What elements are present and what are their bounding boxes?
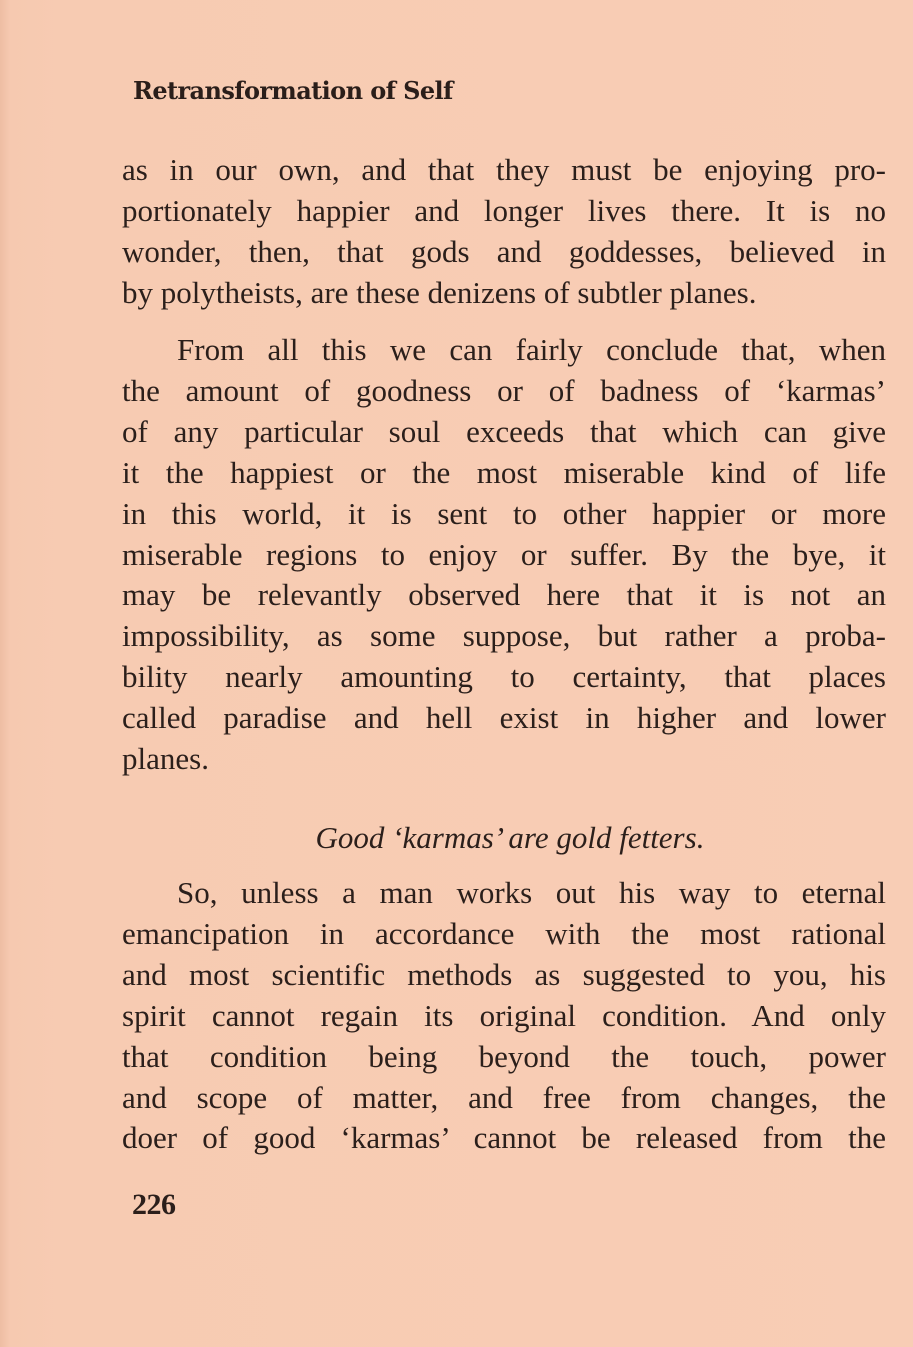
- text-line: impossibility, as some suppose, but rather a proba-: [122, 618, 886, 654]
- text-line: as in our own, and that they must be enjoying pro-: [122, 152, 886, 187]
- paragraph-3: [122, 873, 886, 1159]
- text-line: the amount of goodness or of badness of ‘karmas’: [122, 372, 886, 408]
- text-line: bility nearly amounting to certainty, that places: [122, 659, 886, 695]
- text-line: spirit cannot regain its original condition. And only: [122, 997, 886, 1033]
- text-line: doer of good ‘karmas’ cannot be released from the: [122, 1120, 886, 1156]
- text-line: in this world, it is sent to other happier or more: [122, 495, 886, 531]
- paragraph-2: [122, 330, 886, 780]
- text-line: and most scientific methods as suggested to you, his: [122, 956, 886, 992]
- running-head: Retransformation of Self: [133, 76, 453, 105]
- text-line: wonder, then, that gods and goddesses, believed in: [122, 233, 886, 269]
- section-subheading: Good ‘karmas’ are gold fetters.: [315, 820, 705, 855]
- text-line: that condition being beyond the touch, power: [122, 1038, 886, 1074]
- text-line: by polytheists, are these denizens of subtler planes.: [122, 274, 757, 310]
- text-line: planes.: [122, 741, 209, 777]
- text-line: called paradise and hell exist in higher and lower: [122, 700, 886, 736]
- text-line: emancipation in accordance with the most rational: [122, 915, 886, 951]
- text-line: portionately happier and longer lives there. It is no: [122, 192, 886, 228]
- text-line: of any particular soul exceeds that which can give: [122, 413, 886, 449]
- page-number: 226: [132, 1188, 176, 1221]
- text-line: So, unless a man works out his way to eternal: [177, 875, 886, 910]
- text-line: it the happiest or the most miserable kind of life: [122, 454, 886, 490]
- text-line: From all this we can fairly conclude that, when: [177, 332, 886, 367]
- text-line: and scope of matter, and free from changes, the: [122, 1079, 886, 1115]
- text-line: miserable regions to enjoy or suffer. By the bye, it: [122, 536, 886, 572]
- text-line: may be relevantly observed here that it is not an: [122, 577, 886, 613]
- paragraph-1: [122, 150, 886, 314]
